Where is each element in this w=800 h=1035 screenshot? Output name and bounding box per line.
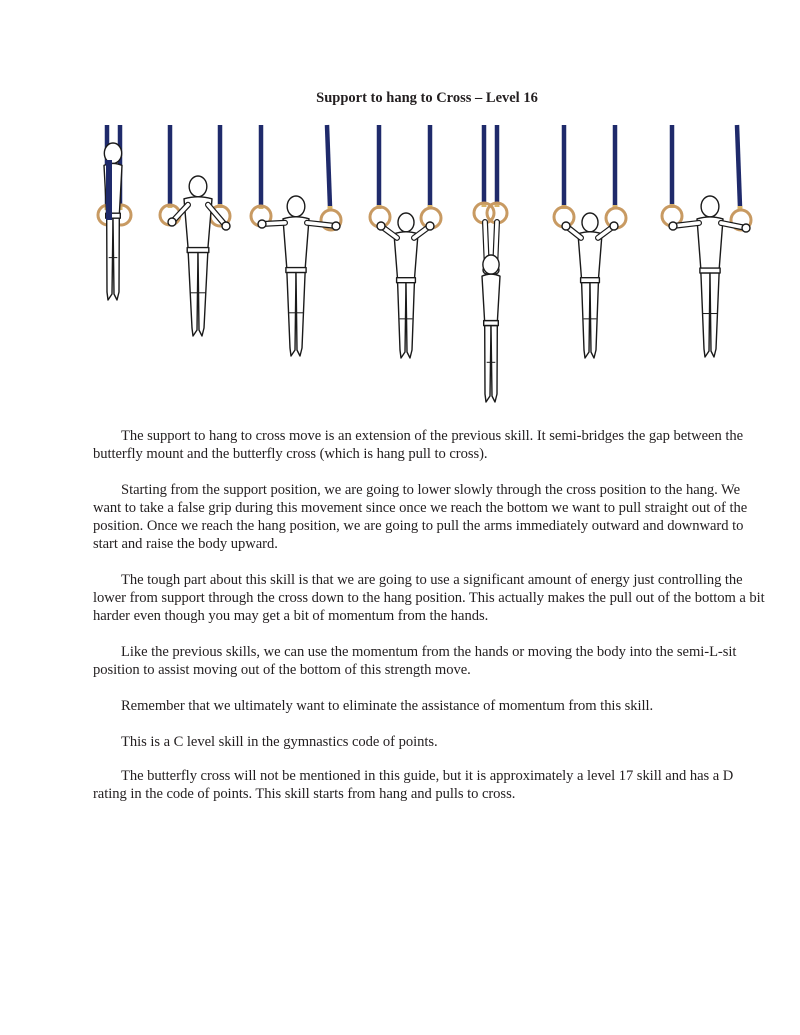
gymnast-frame-2-lowering bbox=[160, 125, 230, 336]
leg-right bbox=[710, 273, 719, 357]
gymnast-frame-4-below-cross bbox=[370, 125, 441, 358]
page-title: Support to hang to Cross – Level 16 bbox=[316, 90, 538, 106]
gymnast-frame-7-cross-return bbox=[662, 125, 751, 357]
gymnast-rings-icon bbox=[90, 120, 770, 415]
gymnast-frame-1-support bbox=[98, 125, 131, 300]
head bbox=[287, 196, 305, 217]
hand bbox=[562, 222, 570, 230]
leg-left bbox=[398, 283, 406, 358]
head bbox=[189, 176, 207, 197]
gymnast-frame-3-cross bbox=[251, 125, 341, 356]
strap bbox=[737, 125, 740, 207]
paragraph-reminder: Remember that we ultimately want to eliminate the assistance of momentum from this skill. bbox=[121, 698, 654, 714]
leg-left bbox=[701, 273, 710, 357]
belt bbox=[187, 248, 209, 253]
hand bbox=[669, 222, 677, 230]
leg-right bbox=[491, 326, 497, 402]
hand bbox=[426, 222, 434, 230]
torso bbox=[482, 274, 500, 323]
head bbox=[582, 213, 598, 232]
leg-right bbox=[113, 218, 119, 300]
leg-left bbox=[188, 253, 198, 336]
belt bbox=[397, 278, 416, 283]
hand bbox=[258, 220, 266, 228]
strap bbox=[327, 125, 330, 207]
hand bbox=[610, 222, 618, 230]
leg-right bbox=[296, 273, 305, 356]
leg-left bbox=[485, 326, 491, 402]
leg-right bbox=[198, 253, 208, 336]
paragraph-technique: Starting from the support position, we are going to lower slowly through the cross position to the hang. We want to take a false grip during this movement since once we reach the bottom we want to pull straight out of the position. Once we reach the hang position, we are going to pull the arms immediately outward and downward to start and raise the body upward. bbox=[93, 482, 748, 552]
paragraph-intro: The support to hang to cross move is an extension of the previous skill. It semi-bridges the gap between the butterfly mount and the butterfly cross (which is hang pull to cross). bbox=[93, 428, 743, 462]
hand bbox=[332, 222, 340, 230]
leg-left bbox=[287, 273, 296, 356]
leg-left bbox=[107, 218, 113, 300]
belt bbox=[700, 268, 720, 273]
belt bbox=[286, 268, 306, 273]
belt bbox=[484, 321, 499, 326]
hand bbox=[742, 224, 750, 232]
paragraph-rating: This is a C level skill in the gymnastics code of points. bbox=[121, 734, 438, 750]
gymnast-frame-5-hang bbox=[474, 125, 507, 402]
head bbox=[398, 213, 414, 232]
leg-right bbox=[590, 283, 598, 358]
strap-front bbox=[106, 160, 112, 220]
paragraph-difficulty: The tough part about this skill is that we are going to use a significant amount of energy just controlling the lower from support through the cross down to the hang position. This actually makes the pull out of the bottom a bit harder even though you may get a bit of momentum from the hands. bbox=[93, 572, 765, 624]
rings-sequence-illustration bbox=[90, 120, 770, 415]
gymnast-frame-6-pull-up bbox=[554, 125, 626, 358]
leg-right bbox=[406, 283, 414, 358]
hand bbox=[168, 218, 176, 226]
head bbox=[701, 196, 719, 217]
head bbox=[483, 255, 499, 274]
leg-left bbox=[582, 283, 590, 358]
hand bbox=[377, 222, 385, 230]
paragraph-momentum: Like the previous skills, we can use the momentum from the hands or moving the body into the semi-L-sit position to assist moving out of the bottom of this strength move. bbox=[93, 644, 737, 678]
belt bbox=[581, 278, 600, 283]
hand bbox=[222, 222, 230, 230]
paragraph-butterfly-cross: The butterfly cross will not be mentioned in this guide, but it is approximately a level 17 skill and has a D rating in the code of points. This skill starts from hang and pulls to cross. bbox=[93, 768, 734, 802]
